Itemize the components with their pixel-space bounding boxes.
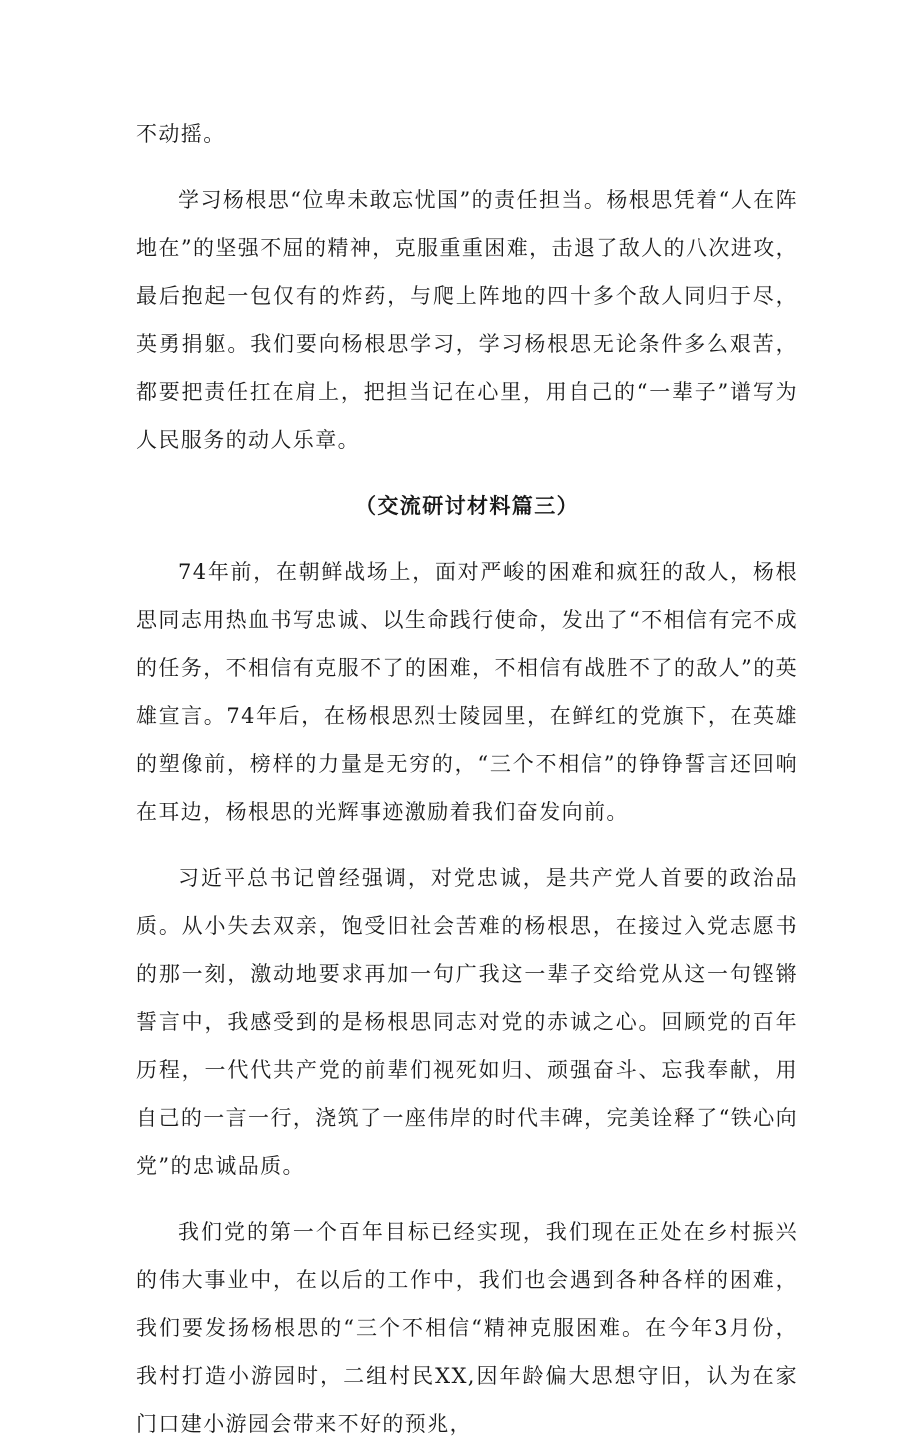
- document-body: [136, 110, 798, 1448]
- paragraph-responsibility: 学习杨根思“位卑未敢忘忧国”的责任担当。杨根思凭着“人在阵地在”的坚强不屈的精神，克服重重困难，击退了敌人的八次进攻，最后抱起一包仅有的炸药，与爬上阵地的四十多个敌人同归于尽，英勇捐躯。我们要向杨根思学习，学习杨根思无论条件多么艰苦，都要把责任扛在肩上，把担当记在心里，用自己的“一辈子”谱写为人民服务的动人乐章。: [136, 188, 798, 452]
- paragraph-korea-battlefield: 74年前，在朝鲜战场上，面对严峻的困难和疯狂的敌人，杨根思同志用热血书写忠诚、以生命践行使命，发出了“不相信有完不成的任务，不相信有克服不了的困难，不相信有战胜不了的敌人”的英雄宣言。74年后，在杨根思烈士陵园里，在鲜红的党旗下，在英雄的塑像前，榜样的力量是无穷的，“三个不相信”的铮铮誓言还回响在耳边，杨根思的光辉事迹激励着我们奋发向前。: [136, 560, 798, 824]
- paragraph-loyalty: 习近平总书记曾经强调，对党忠诚，是共产党人首要的政治品质。从小失去双亲，饱受旧社会苦难的杨根思，在接过入党志愿书的那一刻，激动地要求再加一句广我这一辈子交给党从这一句铿锵誓言中，我感受到的是杨根思同志对党的赤诚之心。回顾党的百年历程，一代代共产党的前辈们视死如归、顽强奋斗、忘我奉献，用自己的一言一行，浇筑了一座伟岸的时代丰碑，完美诠释了“铁心向党”的忠诚品质。: [136, 866, 798, 1178]
- paragraph-rural-revitalization: 我们党的第一个百年目标已经实现，我们现在正处在乡村振兴的伟大事业中，在以后的工作中，我们也会遇到各种各样的困难，我们要发扬杨根思的“三个不相信“精神克服困难。在今年3月份，我村打造小游园时，二组村民XX,因年龄偏大思想守旧，认为在家门口建小游园会带来不好的预兆，: [136, 1220, 798, 1436]
- paragraph-continuation: 不动摇。: [136, 122, 226, 146]
- section-heading: （交流研讨材料篇三）: [355, 493, 579, 518]
